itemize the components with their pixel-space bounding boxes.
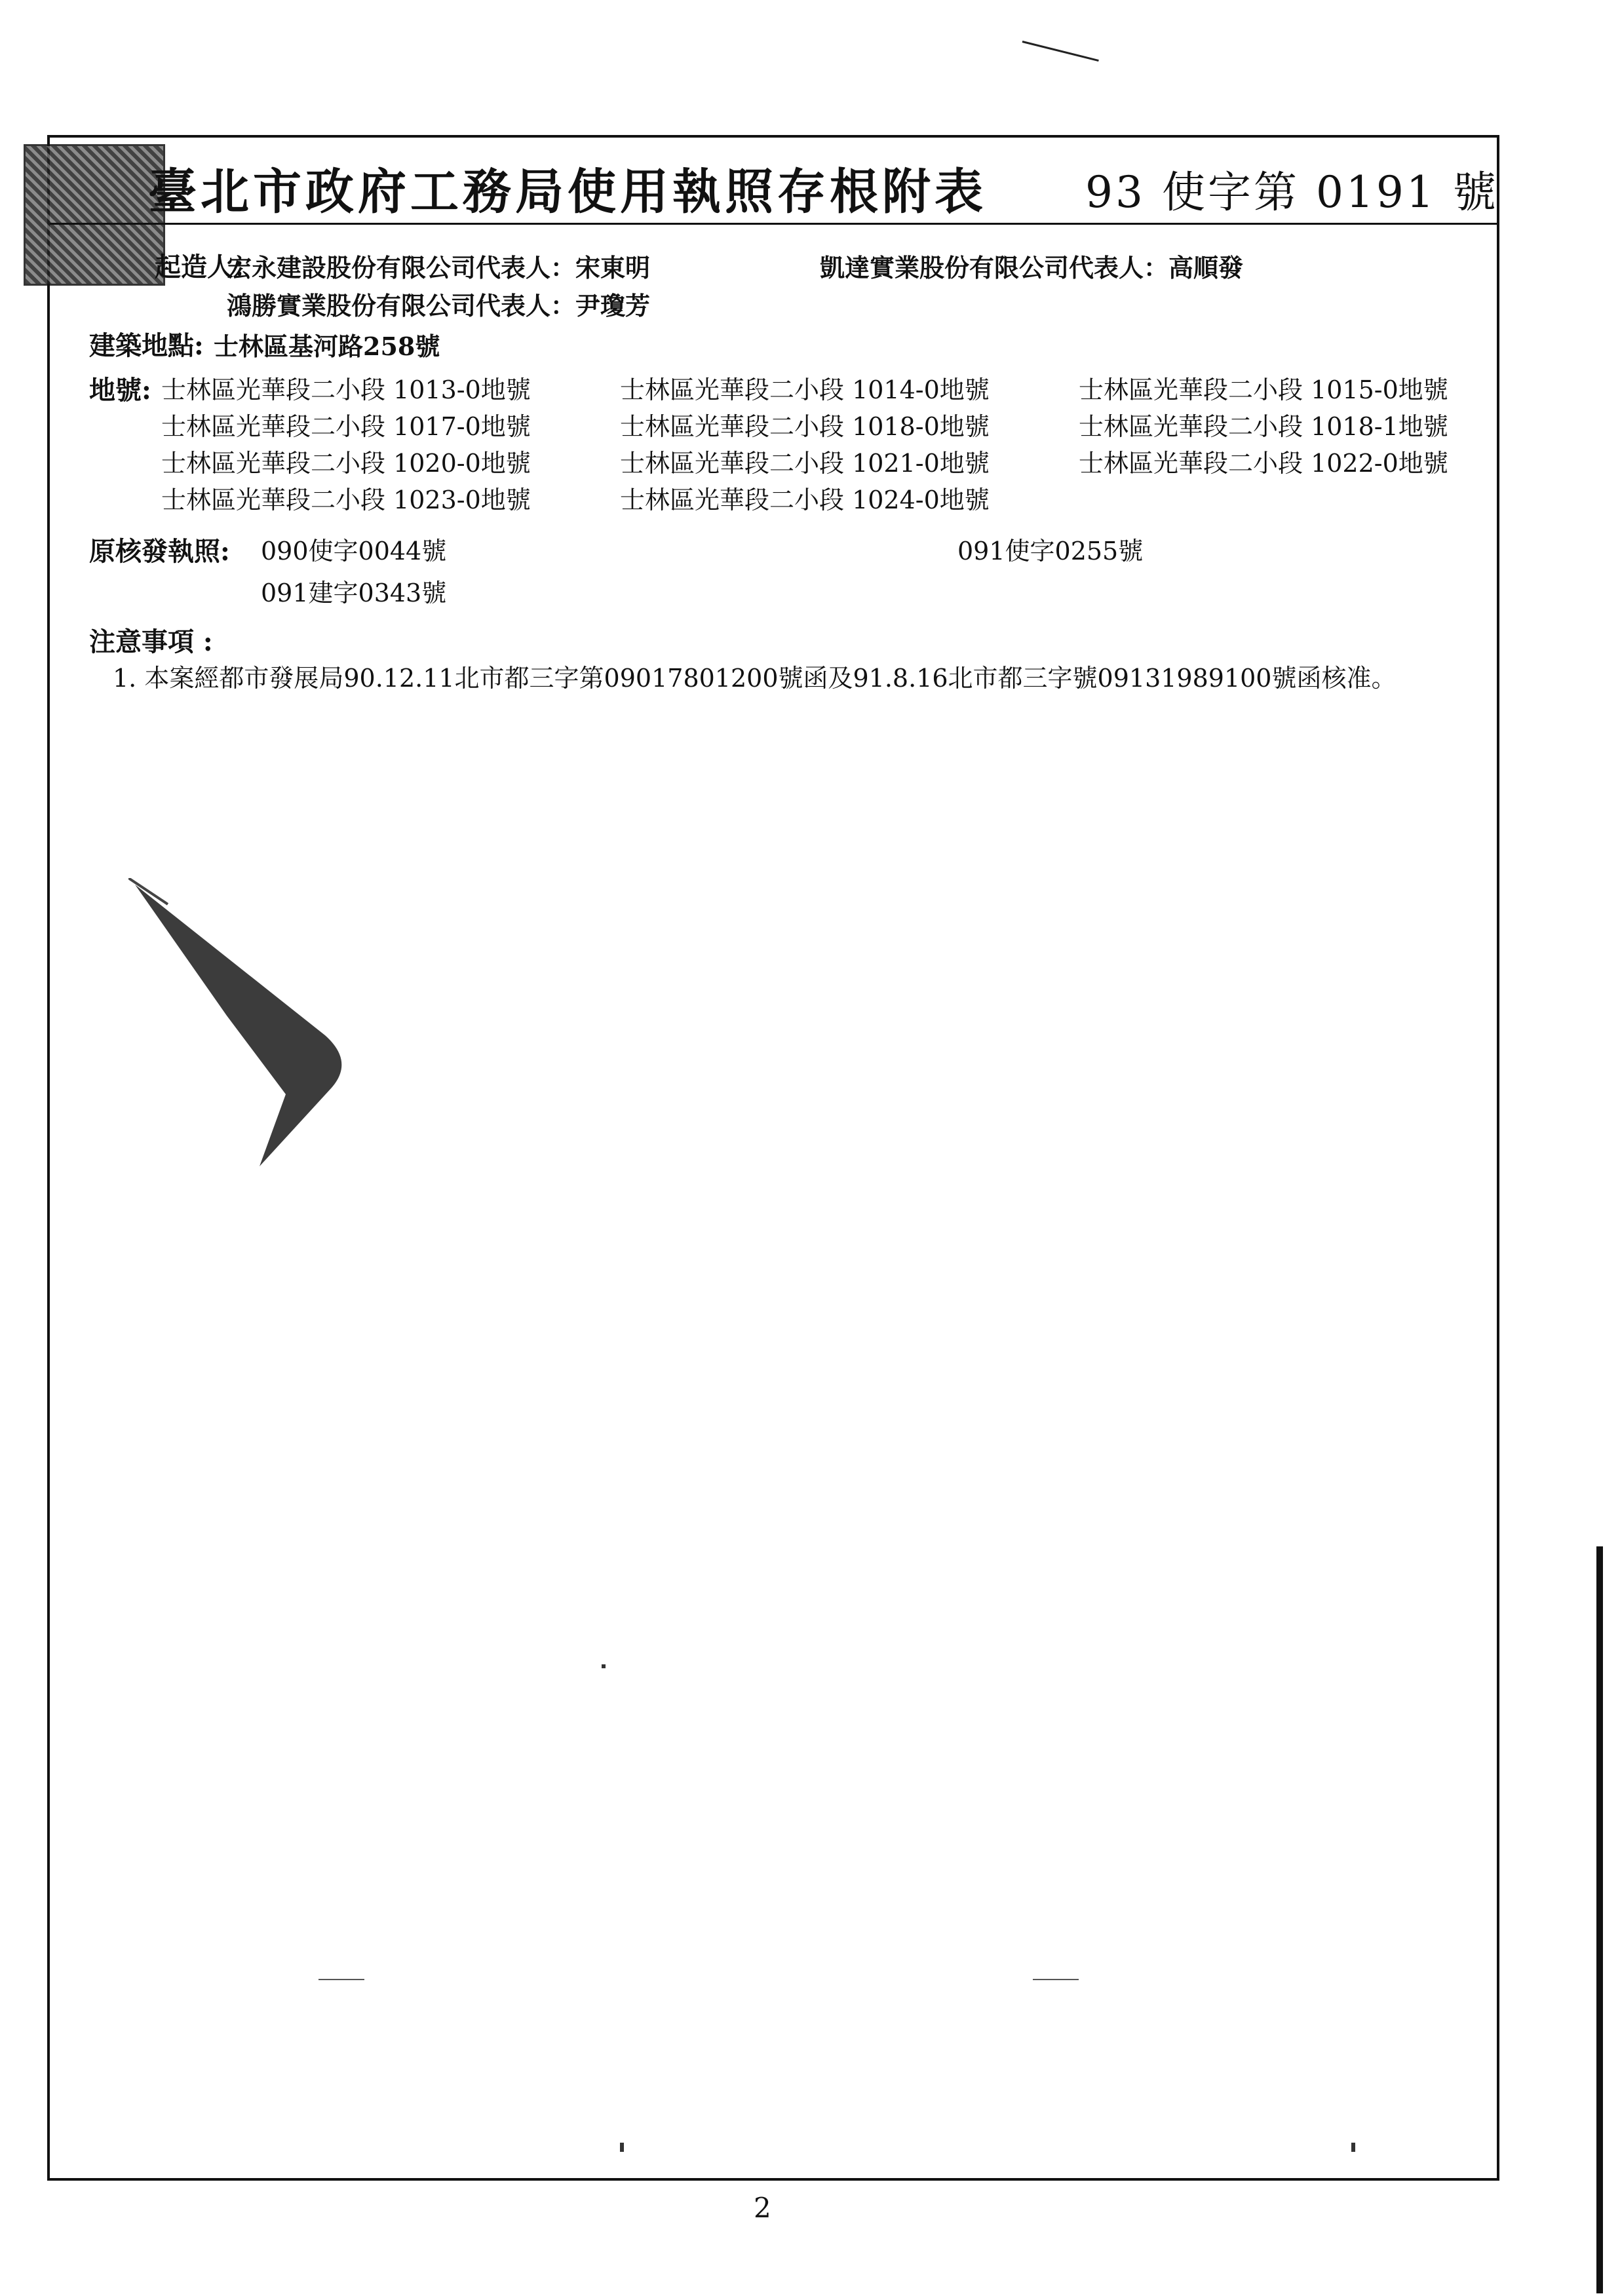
land-number: 士林區光華段二小段 1022-0地號	[1079, 449, 1448, 478]
applicant-1: 宏永建設股份有限公司代表人：宋東明	[227, 253, 651, 282]
land-number-label: 地號:	[89, 375, 151, 406]
location-value: 士林區基河路258號	[214, 332, 440, 361]
permit-number: 93 使字第 0191 號	[1085, 167, 1499, 218]
scan-dash	[318, 1979, 364, 1980]
applicant-3: 鴻勝實業股份有限公司代表人：尹瓊芳	[227, 291, 651, 320]
land-number: 士林區光華段二小段 1018-1地號	[1079, 412, 1448, 441]
scan-dash	[1033, 1979, 1079, 1980]
note-item: 1. 本案經都市發展局90.12.11北市都三字第09017801200號函及91.8.16北市都三字號09131989100號函核准。	[113, 664, 1397, 693]
land-number: 士林區光華段二小段 1020-0地號	[161, 449, 531, 478]
location-label: 建築地點:	[89, 330, 204, 361]
land-number: 士林區光華段二小段 1018-0地號	[620, 412, 990, 441]
scan-smudge	[128, 878, 404, 1179]
original-permit-label: 原核發執照:	[89, 536, 230, 567]
land-number: 士林區光華段二小段 1017-0地號	[161, 412, 531, 441]
original-permit: 091建字0343號	[261, 579, 447, 607]
applicant-2: 凱達實業股份有限公司代表人：高順發	[820, 253, 1244, 282]
land-number: 士林區光華段二小段 1021-0地號	[620, 449, 990, 478]
scan-speck	[1351, 2143, 1355, 2152]
scan-speck	[620, 2143, 624, 2152]
original-permit: 091使字0255號	[957, 537, 1144, 565]
form-title: 臺北市政府工務局使用執照存根附表	[148, 164, 987, 220]
land-number: 士林區光華段二小段 1013-0地號	[161, 375, 531, 404]
scan-edge-bar	[1596, 1546, 1603, 2293]
form-frame	[47, 135, 1499, 2181]
title-divider	[50, 223, 1497, 225]
page-number: 2	[754, 2192, 771, 2224]
scan-speck	[602, 1664, 606, 1668]
scan-artifact-line	[1022, 41, 1099, 62]
land-number: 士林區光華段二小段 1023-0地號	[161, 486, 531, 514]
land-number: 士林區光華段二小段 1024-0地號	[620, 486, 990, 514]
original-permit: 090使字0044號	[261, 537, 447, 565]
applicant-label: 起造人：	[155, 252, 260, 282]
land-number: 士林區光華段二小段 1015-0地號	[1079, 375, 1448, 404]
land-number: 士林區光華段二小段 1014-0地號	[620, 375, 990, 404]
notes-label: 注意事項 :	[89, 626, 213, 657]
official-stamp	[24, 144, 165, 286]
